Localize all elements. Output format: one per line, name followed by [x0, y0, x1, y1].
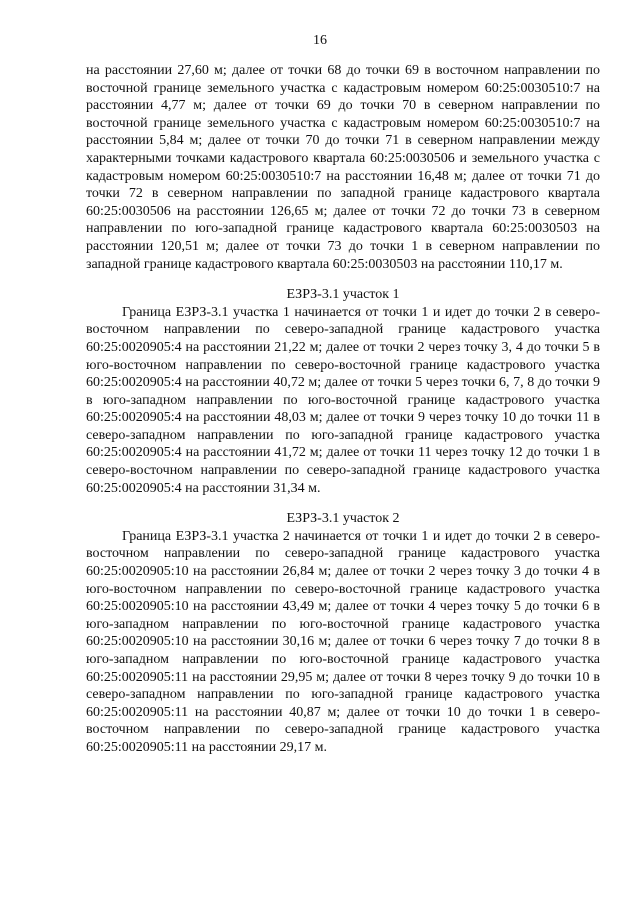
section-heading-plot-1: ЕЗРЗ-3.1 участок 1 — [286, 287, 400, 303]
boundary-description-paragraph: на расстоянии 27,60 м; далее от точки 68 до точки 69 в восточном направлении по восточной границе земельного участка с кадастровым номером 60:25:0030510:7 на расстоянии 4,77 м; далее от точки 69 до точки 70 в северном направлении по восточной границе земельного участка с кадастровым номером 60:25:0030510:7 на расстоянии 5,84 м; далее от точки 70 до точки 71 в северном направлении между характерными точками кадастрового квартала 60:25:0030506 и земельного участка с кадастровым номером 60:25:0030510:7 на расстоянии 16,48 м; далее от точки 71 до точки 72 в северном направлении по западной границе кадастрового квартала 60:25:0030506 на расстоянии 126,65 м; далее от точки 72 до точки 73 в северном направлении по юго-западной границе кадастрового квартала 60:25:0030503 на расстоянии 120,51 м; далее от точки 73 до точки 1 в северном направлении по западной границе кадастрового квартала 60:25:0030503 на расстоянии 110,17 м. — [86, 63, 600, 272]
page-content — [86, 62, 600, 757]
section-text-plot-2: Граница ЕЗРЗ-3.1 участка 2 начинается от точки 1 и идет до точки 2 в северо-восточном направлении по северо-западной границе кадастрового участка 60:25:0020905:10 на расстоянии 26,84 м; далее от точки 2 через точку 3 до точки 4 в юго-восточном направлении по северо-восточной границе кадастрового участка 60:25:0020905:10 на расстоянии 43,49 м; далее от точки 4 через точку 5 до точки 6 в юго-западном направлении по юго-восточной границе кадастрового участка 60:25:0020905:10 на расстоянии 30,16 м; далее от точки 6 через точку 7 до точки 8 в юго-западном направлении по юго-восточной границе кадастрового участка 60:25:0020905:11 на расстоянии 29,95 м; далее от точки 8 через точку 9 до точки 10 в северо-западном направлении по юго-западной границе кадастрового участка 60:25:0020905:11 на расстоянии 40,87 м; далее от точки 10 до точки 1 в северо-восточном направлении по северо-западной границе кадастрового участка 60:25:0020905:11 на расстоянии 29,17 м. — [86, 528, 600, 755]
page-number: 16 — [313, 33, 327, 48]
section-heading-plot-2: ЕЗРЗ-3.1 участок 2 — [286, 511, 400, 527]
section-text-plot-1: Граница ЕЗРЗ-3.1 участка 1 начинается от точки 1 и идет до точки 2 в северо-восточном направлении по северо-западной границе кадастрового участка 60:25:0020905:4 на расстоянии 21,22 м; далее от точки 2 через точку 3, 4 до точки 5 в юго-восточном направлении по северо-восточной границе кадастрового участка 60:25:0020905:4 на расстоянии 40,72 м; далее от точки 5 через точки 6, 7, 8 до точки 9 в юго-западном направлении по юго-восточной границе кадастрового участка 60:25:0020905:4 на расстоянии 48,03 м; далее от точки 9 через точку 10 до точки 11 в северо-западном направлении по юго-западной границе кадастрового участка 60:25:0020905:4 на расстоянии 41,72 м; далее от точки 11 через точку 12 до точки 1 в северо-восточном направлении по северо-западной границе кадастрового участка 60:25:0020905:4 на расстоянии 31,34 м. — [86, 304, 600, 496]
